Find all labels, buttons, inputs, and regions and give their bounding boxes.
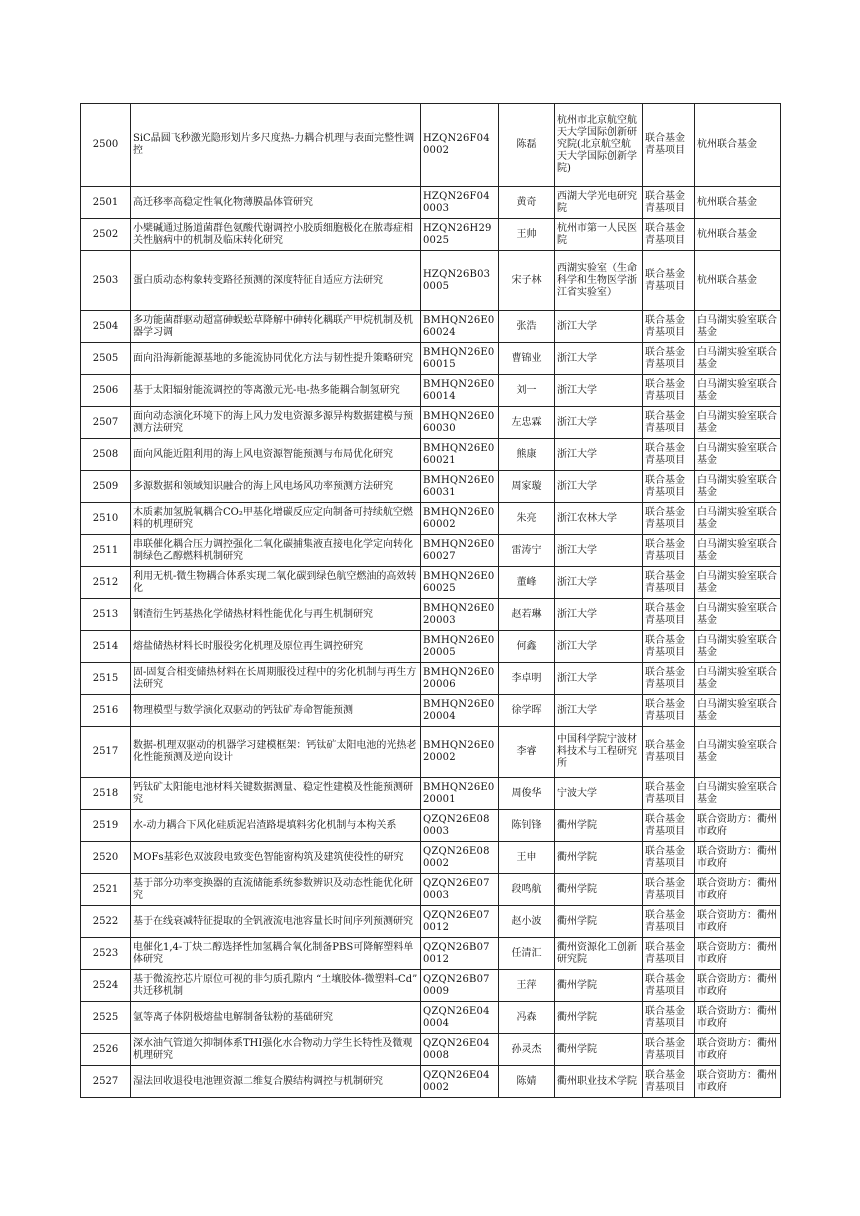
cell-project-code: BMHQN26E060014 <box>421 375 499 407</box>
cell-number: 2515 <box>81 663 131 695</box>
cell-fund-source: 联合资助方：衢州市政府 <box>695 1002 781 1034</box>
cell-project-title: 数据-机理双驱动的机器学习建模框架：钙钛矿太阳电池的光热老化性能预测及逆向设计 <box>131 727 421 778</box>
project-table-body <box>81 104 781 1098</box>
cell-project-title: 基于部分功率变换器的直流储能系统参数辨识及动态性能优化研究 <box>131 874 421 906</box>
cell-fund-source: 杭州联合基金 <box>695 219 781 251</box>
cell-leader-name: 李卓明 <box>499 663 555 695</box>
table-row <box>81 1034 781 1066</box>
cell-project-title: 面向风能近阻利用的海上风电资源智能预测与布局优化研究 <box>131 439 421 471</box>
cell-leader-name: 黄奇 <box>499 187 555 219</box>
cell-project-title: 高迁移率高稳定性氧化物薄膜晶体管研究 <box>131 187 421 219</box>
cell-number: 2514 <box>81 631 131 663</box>
cell-project-type: 联合基金青基项目 <box>643 599 695 631</box>
cell-fund-source: 杭州联合基金 <box>695 187 781 219</box>
cell-project-type: 联合基金青基项目 <box>643 219 695 251</box>
cell-leader-name: 雷涛宁 <box>499 535 555 567</box>
cell-leader-name: 徐学晖 <box>499 695 555 727</box>
cell-fund-source: 联合资助方：衢州市政府 <box>695 842 781 874</box>
table-row <box>81 874 781 906</box>
cell-project-title: 多功能菌群驱动超富砷蜈蚣草降解中砷转化耦联产甲烷机制及机器学习调 <box>131 311 421 343</box>
cell-project-title: 钢渣衍生钙基热化学储热材料性能优化与再生机制研究 <box>131 599 421 631</box>
cell-project-title: 蛋白质动态构象转变路径预测的深度特征自适应方法研究 <box>131 251 421 311</box>
cell-organization: 浙江大学 <box>555 695 643 727</box>
cell-fund-source: 联合资助方：衢州市政府 <box>695 810 781 842</box>
cell-leader-name: 孙灵杰 <box>499 1034 555 1066</box>
cell-project-type: 联合基金青基项目 <box>643 343 695 375</box>
table-row <box>81 503 781 535</box>
cell-organization: 浙江大学 <box>555 471 643 503</box>
cell-organization: 杭州市北京航空航天大学国际创新研究院(北京航空航天大学国际创新学院) <box>555 104 643 187</box>
cell-number: 2506 <box>81 375 131 407</box>
table-row <box>81 187 781 219</box>
cell-organization: 中国科学院宁波材料技术与工程研究所 <box>555 727 643 778</box>
cell-leader-name: 曹锦业 <box>499 343 555 375</box>
cell-project-title: 小檗碱通过肠道菌群色氨酸代谢调控小胶质细胞极化在脓毒症相关性脑病中的机制及临床转化研究 <box>131 219 421 251</box>
cell-fund-source: 联合资助方：衢州市政府 <box>695 1034 781 1066</box>
cell-fund-source: 白马湖实验室联合基金 <box>695 407 781 439</box>
table-row <box>81 471 781 503</box>
cell-leader-name: 王萍 <box>499 970 555 1002</box>
cell-number: 2523 <box>81 938 131 970</box>
table-row <box>81 663 781 695</box>
cell-project-code: BMHQN26E020004 <box>421 695 499 727</box>
cell-fund-source: 白马湖实验室联合基金 <box>695 375 781 407</box>
cell-organization: 浙江大学 <box>555 535 643 567</box>
table-row <box>81 810 781 842</box>
table-row <box>81 535 781 567</box>
cell-fund-source: 杭州联合基金 <box>695 251 781 311</box>
cell-organization: 西湖实验室（生命科学和生物医学浙江省实验室） <box>555 251 643 311</box>
cell-project-type: 联合基金青基项目 <box>643 439 695 471</box>
table-row <box>81 251 781 311</box>
cell-organization: 浙江大学 <box>555 343 643 375</box>
cell-number: 2500 <box>81 104 131 187</box>
cell-project-title: 熔盐储热材料长时服役劣化机理及原位再生调控研究 <box>131 631 421 663</box>
cell-project-code: QZQN26E070012 <box>421 906 499 938</box>
cell-fund-source: 联合资助方：衢州市政府 <box>695 874 781 906</box>
cell-project-code: BMHQN26E060002 <box>421 503 499 535</box>
cell-fund-source: 白马湖实验室联合基金 <box>695 778 781 810</box>
cell-project-type: 联合基金青基项目 <box>643 251 695 311</box>
cell-project-code: QZQN26E070003 <box>421 874 499 906</box>
table-row <box>81 1066 781 1098</box>
cell-project-title: 湿法回收退役电池锂资源二维复合膜结构调控与机制研究 <box>131 1066 421 1098</box>
cell-number: 2508 <box>81 439 131 471</box>
cell-organization: 宁波大学 <box>555 778 643 810</box>
cell-organization: 衢州学院 <box>555 906 643 938</box>
table-row <box>81 842 781 874</box>
cell-leader-name: 朱亮 <box>499 503 555 535</box>
cell-project-code: QZQN26E040008 <box>421 1034 499 1066</box>
cell-fund-source: 白马湖实验室联合基金 <box>695 727 781 778</box>
table-row <box>81 439 781 471</box>
project-table <box>80 103 781 1098</box>
cell-number: 2511 <box>81 535 131 567</box>
cell-project-title: 电催化1,4-丁炔二醇选择性加氢耦合氧化制备PBS可降解塑料单体研究 <box>131 938 421 970</box>
cell-number: 2522 <box>81 906 131 938</box>
cell-number: 2504 <box>81 311 131 343</box>
table-row <box>81 219 781 251</box>
cell-project-type: 联合基金青基项目 <box>643 1034 695 1066</box>
table-row <box>81 104 781 187</box>
cell-leader-name: 左忠霖 <box>499 407 555 439</box>
cell-number: 2527 <box>81 1066 131 1098</box>
cell-project-type: 联合基金青基项目 <box>643 631 695 663</box>
cell-organization: 浙江大学 <box>555 567 643 599</box>
cell-project-title: 串联催化耦合压力调控强化二氧化碳捕集液直接电化学定向转化制绿色乙醇燃料机制研究 <box>131 535 421 567</box>
cell-project-title: 面向沿海新能源基地的多能流协同优化方法与韧性提升策略研究 <box>131 343 421 375</box>
cell-organization: 浙江农林大学 <box>555 503 643 535</box>
cell-fund-source: 联合资助方：衢州市政府 <box>695 1066 781 1098</box>
cell-project-type: 联合基金青基项目 <box>643 567 695 599</box>
cell-leader-name: 熊康 <box>499 439 555 471</box>
table-row <box>81 695 781 727</box>
cell-leader-name: 刘一 <box>499 375 555 407</box>
cell-project-code: BMHQN26E060031 <box>421 471 499 503</box>
table-row <box>81 906 781 938</box>
cell-project-type: 联合基金青基项目 <box>643 695 695 727</box>
cell-fund-source: 白马湖实验室联合基金 <box>695 695 781 727</box>
cell-organization: 衢州职业技术学院 <box>555 1066 643 1098</box>
cell-leader-name: 段鸣航 <box>499 874 555 906</box>
cell-project-type: 联合基金青基项目 <box>643 535 695 567</box>
cell-number: 2517 <box>81 727 131 778</box>
cell-project-code: QZQN26E080002 <box>421 842 499 874</box>
cell-leader-name: 冯森 <box>499 1002 555 1034</box>
table-row <box>81 631 781 663</box>
cell-project-type: 联合基金青基项目 <box>643 938 695 970</box>
cell-project-type: 联合基金青基项目 <box>643 906 695 938</box>
cell-fund-source: 白马湖实验室联合基金 <box>695 311 781 343</box>
cell-organization: 浙江大学 <box>555 375 643 407</box>
cell-fund-source: 联合资助方：衢州市政府 <box>695 970 781 1002</box>
cell-project-type: 联合基金青基项目 <box>643 311 695 343</box>
cell-number: 2510 <box>81 503 131 535</box>
cell-leader-name: 董峰 <box>499 567 555 599</box>
cell-project-code: QZQN26E040004 <box>421 1002 499 1034</box>
cell-project-type: 联合基金青基项目 <box>643 810 695 842</box>
cell-organization: 衢州学院 <box>555 1034 643 1066</box>
cell-project-code: BMHQN26E020006 <box>421 663 499 695</box>
cell-leader-name: 赵小波 <box>499 906 555 938</box>
cell-leader-name: 张浩 <box>499 311 555 343</box>
cell-project-type: 联合基金青基项目 <box>643 970 695 1002</box>
cell-project-code: BMHQN26E020002 <box>421 727 499 778</box>
cell-organization: 浙江大学 <box>555 599 643 631</box>
cell-number: 2501 <box>81 187 131 219</box>
cell-project-code: QZQN26B070012 <box>421 938 499 970</box>
cell-leader-name: 周俊华 <box>499 778 555 810</box>
cell-fund-source: 白马湖实验室联合基金 <box>695 535 781 567</box>
cell-project-code: BMHQN26E020003 <box>421 599 499 631</box>
cell-organization: 浙江大学 <box>555 631 643 663</box>
cell-leader-name: 李睿 <box>499 727 555 778</box>
cell-fund-source: 白马湖实验室联合基金 <box>695 567 781 599</box>
cell-project-code: HZQN26F040003 <box>421 187 499 219</box>
cell-organization: 衢州学院 <box>555 842 643 874</box>
cell-project-code: QZQN26E080003 <box>421 810 499 842</box>
cell-organization: 衢州学院 <box>555 810 643 842</box>
cell-organization: 浙江大学 <box>555 407 643 439</box>
cell-number: 2502 <box>81 219 131 251</box>
cell-project-code: QZQN26B070009 <box>421 970 499 1002</box>
cell-organization: 衢州学院 <box>555 970 643 1002</box>
cell-number: 2525 <box>81 1002 131 1034</box>
cell-number: 2512 <box>81 567 131 599</box>
cell-project-type: 联合基金青基项目 <box>643 471 695 503</box>
cell-number: 2513 <box>81 599 131 631</box>
table-row <box>81 567 781 599</box>
cell-leader-name: 周家璇 <box>499 471 555 503</box>
cell-number: 2509 <box>81 471 131 503</box>
cell-leader-name: 陈婧 <box>499 1066 555 1098</box>
cell-number: 2524 <box>81 970 131 1002</box>
cell-fund-source: 联合资助方：衢州市政府 <box>695 938 781 970</box>
cell-project-code: BMHQN26E060025 <box>421 567 499 599</box>
cell-organization: 西湖大学光电研究院 <box>555 187 643 219</box>
cell-number: 2526 <box>81 1034 131 1066</box>
table-row <box>81 727 781 778</box>
cell-project-code: BMHQN26E020001 <box>421 778 499 810</box>
cell-project-code: BMHQN26E060021 <box>421 439 499 471</box>
table-row <box>81 311 781 343</box>
cell-fund-source: 联合资助方：衢州市政府 <box>695 906 781 938</box>
cell-project-code: BMHQN26E060024 <box>421 311 499 343</box>
cell-fund-source: 白马湖实验室联合基金 <box>695 631 781 663</box>
cell-fund-source: 白马湖实验室联合基金 <box>695 663 781 695</box>
table-row <box>81 938 781 970</box>
cell-project-title: 木质素加氢脱氧耦合CO₂甲基化增碳反应定向制备可持续航空燃料的机理研究 <box>131 503 421 535</box>
cell-fund-source: 白马湖实验室联合基金 <box>695 439 781 471</box>
table-row <box>81 778 781 810</box>
cell-project-type: 联合基金青基项目 <box>643 187 695 219</box>
cell-number: 2516 <box>81 695 131 727</box>
cell-organization: 浙江大学 <box>555 663 643 695</box>
cell-organization: 杭州市第一人民医院 <box>555 219 643 251</box>
cell-project-title: 物理模型与数学演化双驱动的钙钛矿寿命智能预测 <box>131 695 421 727</box>
cell-project-code: HZQN26F040002 <box>421 104 499 187</box>
table-row <box>81 407 781 439</box>
cell-project-type: 联合基金青基项目 <box>643 375 695 407</box>
cell-project-title: 基于微流控芯片原位可视的非匀质孔隙内 “土壤胶体-微塑料-Cd” 共迁移机制 <box>131 970 421 1002</box>
cell-project-title: 面向动态演化环境下的海上风力发电资源多源异构数据建模与预测方法研究 <box>131 407 421 439</box>
cell-project-code: BMHQN26E060015 <box>421 343 499 375</box>
cell-number: 2507 <box>81 407 131 439</box>
cell-organization: 衢州学院 <box>555 1002 643 1034</box>
cell-project-code: QZQN26E040002 <box>421 1066 499 1098</box>
cell-project-type: 联合基金青基项目 <box>643 663 695 695</box>
cell-fund-source: 白马湖实验室联合基金 <box>695 599 781 631</box>
cell-project-type: 联合基金青基项目 <box>643 1002 695 1034</box>
cell-leader-name: 赵若琳 <box>499 599 555 631</box>
cell-number: 2503 <box>81 251 131 311</box>
cell-project-title: 基于在线衰减特征提取的全钒液流电池容量长时间序列预测研究 <box>131 906 421 938</box>
table-row <box>81 970 781 1002</box>
cell-project-title: 利用无机-微生物耦合体系实现二氧化碳到绿色航空燃油的高效转化 <box>131 567 421 599</box>
cell-project-title: 氩等离子体阴极熔盐电解制备钛粉的基础研究 <box>131 1002 421 1034</box>
cell-project-title: 固-固复合相变储热材料在长周期服役过程中的劣化机制与再生方法研究 <box>131 663 421 695</box>
cell-project-type: 联合基金青基项目 <box>643 104 695 187</box>
cell-organization: 浙江大学 <box>555 311 643 343</box>
cell-project-type: 联合基金青基项目 <box>643 727 695 778</box>
cell-number: 2521 <box>81 874 131 906</box>
cell-project-title: 水-动力耦合下风化硅质泥岩渣路堤填料劣化机制与本构关系 <box>131 810 421 842</box>
cell-project-title: 基于太阳辐射能流调控的等离激元光-电-热多能耦合制氢研究 <box>131 375 421 407</box>
cell-project-type: 联合基金青基项目 <box>643 874 695 906</box>
cell-number: 2505 <box>81 343 131 375</box>
cell-leader-name: 陈磊 <box>499 104 555 187</box>
cell-number: 2519 <box>81 810 131 842</box>
cell-project-title: 钙钛矿太阳能电池材料关键数据测量、稳定性建模及性能预测研究 <box>131 778 421 810</box>
cell-leader-name: 王帅 <box>499 219 555 251</box>
cell-leader-name: 何鑫 <box>499 631 555 663</box>
table-row <box>81 343 781 375</box>
cell-fund-source: 白马湖实验室联合基金 <box>695 343 781 375</box>
cell-fund-source: 白马湖实验室联合基金 <box>695 503 781 535</box>
cell-project-type: 联合基金青基项目 <box>643 778 695 810</box>
cell-fund-source: 杭州联合基金 <box>695 104 781 187</box>
table-row <box>81 599 781 631</box>
cell-project-code: BMHQN26E060030 <box>421 407 499 439</box>
table-row <box>81 375 781 407</box>
cell-leader-name: 任清汇 <box>499 938 555 970</box>
cell-leader-name: 宋子林 <box>499 251 555 311</box>
cell-project-code: BMHQN26E060027 <box>421 535 499 567</box>
cell-project-code: HZQN26H290025 <box>421 219 499 251</box>
cell-number: 2518 <box>81 778 131 810</box>
cell-fund-source: 白马湖实验室联合基金 <box>695 471 781 503</box>
cell-project-title: MOFs基彩色双波段电致变色智能窗构筑及建筑使役性的研究 <box>131 842 421 874</box>
table-row <box>81 1002 781 1034</box>
cell-project-type: 联合基金青基项目 <box>643 407 695 439</box>
cell-leader-name: 王申 <box>499 842 555 874</box>
cell-organization: 衢州资源化工创新研究院 <box>555 938 643 970</box>
cell-project-code: BMHQN26E020005 <box>421 631 499 663</box>
cell-project-title: SiC晶圆飞秒激光隐形划片多尺度热-力耦合机理与表面完整性调控 <box>131 104 421 187</box>
cell-project-type: 联合基金青基项目 <box>643 1066 695 1098</box>
cell-organization: 衢州学院 <box>555 874 643 906</box>
cell-project-code: HZQN26B030005 <box>421 251 499 311</box>
cell-project-title: 多源数据和领域知识融合的海上风电场风功率预测方法研究 <box>131 471 421 503</box>
cell-leader-name: 陈钊锋 <box>499 810 555 842</box>
cell-project-type: 联合基金青基项目 <box>643 842 695 874</box>
cell-project-type: 联合基金青基项目 <box>643 503 695 535</box>
cell-project-title: 深水油气管道欠抑制体系THI强化水合物动力学生长特性及微观机理研究 <box>131 1034 421 1066</box>
cell-organization: 浙江大学 <box>555 439 643 471</box>
cell-number: 2520 <box>81 842 131 874</box>
